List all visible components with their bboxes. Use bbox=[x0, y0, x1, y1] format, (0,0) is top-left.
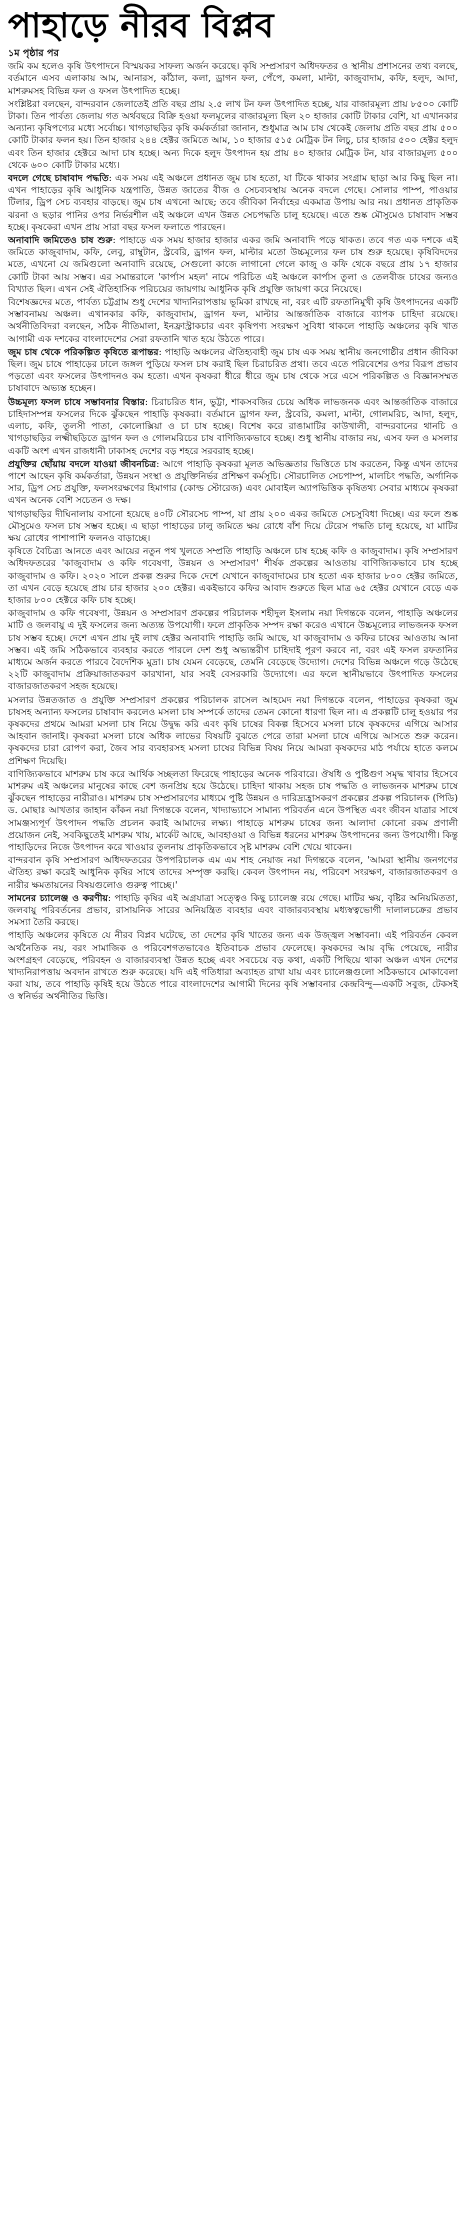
article-body bbox=[8, 48, 458, 1004]
paragraph-text: পাহাড়ি অঞ্চলের কৃষিতে যে নীরব বিপ্লব ঘটেছে, তা দেশের কৃষি খাতের জন্য এক উজ্জ্বল সম্ভাবনা। এই পরিবর্তন কেবল অর্থনৈতিক নয়, বরং সামাজিক ও পরিবেশগতভাবেও ইতিবাচক প্রভাব ফেলেছে। কৃষকদের আয় বৃদ্ধি পেয়েছে, নারীর অংশগ্রহণ বেড়েছে, পরিবহন ও বাজারব্যবস্থা উন্নত হচ্ছে এবং সবচেয়ে বড় কথা, একটি পিছিয়ে থাকা অঞ্চল এখন দেশের খাদ্যনিরাপত্তায় অবদান রাখতে শুরু করেছে। যদি এই গতিধারা অব্যাহত রাখা যায় এবং চ্যালেঞ্জগুলো সঠিকভাবে মোকাবেলা করা যায়, তবে পাহাড়ি কৃষিই হয়ে উঠতে পারে বাংলাদেশের আগামী দিনের কৃষি সম্ভাবনার কেন্দ্রবিন্দু—একটি সবুজ, টেকসই ও স্বনির্ভর অর্থনীতির ভিত্তি। bbox=[8, 930, 458, 1003]
paragraph-text: : চিরাচরিত ধান, ভুট্টা, শাকসবজির চেয়ে অধিক লাভজনক এবং আন্তর্জাতিক বাজারে চাহিদাসম্পন্ন ফসলের দিকে ঝুঁকছেন পাহাড়ি কৃষকরা। বর্তমানে ড্রাগন ফল, স্ট্রবেরি, কমলা, মাল্টা, গোলমরিচ, আদা, হলুদ, এলাচ, কফি, তুলসী পাতা, কোলোক্সিয়া ও চা চাষ হচ্ছে। বিশেষ করে রাঙামাটির কাউখালী, বান্দরবানের থানচি ও খাগড়াছড়ির লক্ষ্মীছড়িতে ড্রাগন ফল ও গোলমরিচের চাষ বাণিজ্যিকভাবে হচ্ছে। শুধু স্থানীয় বাজার নয়, এসব ফল ও মসলার একটি অংশ এখন রাজধানী ঢাকাসহ দেশের বড় শহরে সরবরাহ হচ্ছে। bbox=[8, 396, 458, 457]
paragraph-text: খাগড়াছড়ির দীঘিনালায় বসানো হয়েছে ৪০টি সৌরসেচ পাম্প, যা প্রায় ২০০ একর জমিতে সেচসুবিধা দিচ্ছে। এর ফলে শুষ্ক মৌসুমেও ফসল চাষ সম্ভব হচ্ছে। এ ছাড়া পাহাড়ের ঢালু জমিতে ক্ষয় রোধে বাঁশ দিয়ে টেরেস পদ্ধতি চালু হয়েছে, যা মাটির ক্ষয় রোধের পাশাপাশি ফলনও বাড়াচ্ছে। bbox=[8, 508, 458, 544]
paragraph bbox=[8, 769, 458, 854]
subheading: অনাবাদি জমিতেও চাষ শুরু bbox=[8, 235, 113, 247]
subheading: প্রযুক্তির ছোঁয়ায় বদলে যাওয়া জীবনচিত্র bbox=[8, 458, 157, 470]
paragraph bbox=[8, 173, 458, 234]
paragraph-text: : এক সময় এই অঞ্চলে প্রধানত জুম চাষ হতো, যা টিকে থাকার সংগ্রাম ছাড়া আর কিছু ছিল না। এখন পাহাড়ের কৃষি আধুনিক যন্ত্রপাতি, উন্নত জাতের বীজ ও সেচব্যবস্থায় অনেক বদলে গেছে। সোলার পাম্প, পাওয়ার টিলার, ড্রিপ সেচ ব্যবহার বাড়ছে। জুম চাষ এখনো আছে; তবে জীবিকা নির্বাহের একমাত্র উপায় আর নয়। প্রধানত প্রাকৃতিক ঝরনা ও ছড়ার পানির ওপর নির্ভরশীল এই অঞ্চলে এখন উন্নত সেচপদ্ধতি চালু হয়েছে। এতে শুষ্ক মৌসুমেও চাষাবাদ সম্ভব হচ্ছে। কৃষকেরা এখন প্রায় সারা বছর ফসল ফলাতে পারছেন। bbox=[8, 173, 458, 233]
paragraph bbox=[8, 397, 458, 458]
paragraph-text: : পাহাড়ি অঞ্চলের ঐতিহ্যবাহী জুম চাষ এক সময় স্থানীয় জনগোষ্ঠীর প্রধান জীবিকা ছিল। জুম চাষে পাহাড়ের ঢালে জঙ্গল পুড়িয়ে ফসল চাষ করাই ছিল চিরাচরিত প্রথা। তবে এতে পরিবেশের ওপর বিরূপ প্রভাব পড়তো এবং ফসলের উৎপাদনও কম হতো। এখন কৃষকরা ধীরে ধীরে জুম চাষ থেকে সরে এসে পরিকল্পিত ও বিজ্ঞানসম্মত চাষাবাদে অভ্যস্ত হচ্ছেন। bbox=[8, 346, 458, 395]
paragraph bbox=[8, 546, 458, 607]
paragraph-text: মসলার উন্নতজাত ও প্রযুক্তি সম্প্রসারণ প্রকল্পের পরিচালক রাসেল আহমেদ নয়া দিগন্তকে বলেন, পাহাড়ের কৃষকরা জুম চাষসহ অন্যান্য ফসলের চাষাবাদ করলেও মসলা চাষ সম্পর্কে তাদের তেমন কোনো ধারণা ছিল না। এ প্রকল্পটি চালু হওয়ার পর কৃষকদের প্রথমে আমরা মসলা চাষ নিয়ে উদ্বুদ্ধ করি এবং কৃষি চাষের বিকল্প হিসেবে মসলা চাষে কৃষকদের এগিয়ে আসার আহবান জানাই। কৃষকরা মসলা চাষে অধিক লাভের বিষয়টি বুঝতে পেরে তারা মসলা চাষে এগিয়ে আসতে শুরু করেন। কৃষকদের চারা রোপণ করা, জৈব সার ব্যবহারসহ মসলা চাষের বিভিন্ন বিষয় নিয়ে আমরা কৃষকদের মাঠ পর্যায়ে হাতে কলমে প্রশিক্ষণ দিয়েছি। bbox=[8, 694, 458, 767]
paragraph bbox=[8, 297, 458, 346]
paragraph bbox=[8, 61, 458, 98]
paragraph bbox=[8, 608, 458, 693]
continued-label: ১ম পৃষ্ঠার পর bbox=[8, 48, 59, 59]
paragraph-text: কাজুবাদাম ও কফি গবেষণা, উন্নয়ন ও সম্প্রসারণ প্রকল্পের পরিচালক শহীদুল ইসলাম নয়া দিগন্তকে বলেন, পাহাড়ি অঞ্চলের মাটি ও জলবায়ু এ দুই ফসলের জন্য অত্যন্ত উপযোগী। ফলে প্রাকৃতিক সম্পদ রক্ষা করেও এখানে উচ্চমূল্যের লাভজনক ফসল চাষ সম্ভব হচ্ছে। দেশে এখন প্রায় দুই লাখ হেক্টর অনাবাদি পাহাড়ি জমি আছে, যা কাজুবাদাম ও কফির চাষের আওতায় আনা সম্ভব। এই জমি সঠিকভাবে ব্যবহার করতে পারলে দেশ শুধু অভ্যন্তরীণ চাহিদাই পূরণ করবে না, বরং এই ফসল রফতানির মাধ্যমে অর্জন করতে পারবে বৈদেশিক মুদ্রা। চাষ যেমন বেড়েছে, তেমনি বেড়েছে উদ্যোগ। দেশের বিভিন্ন অঞ্চলে গড়ে উঠেছে ২২টি কাজুবাদাম প্রক্রিয়াজাতকরণ কারখানা, যার সবই বেসরকারি উদ্যোগে। এর ফলে স্থানীয়ভাবে উৎপাদিত ফসলের বাজারজাতকরণ সহজ হয়েছে। bbox=[8, 608, 458, 693]
paragraph-text: বান্দরবান কৃষি সম্প্রসারণ অধিদফতরের উপপরিচালক এম এম শাহ নেয়াজ নয়া দিগন্তকে বলেন, 'আমরা স্থানীয় জনগণের ঐতিহ্য রক্ষা করেই আধুনিক কৃষির সাথে তাদের সম্পৃক্ত করছি। কেবল উৎপাদন নয়, পরিবেশ সংরক্ষণ, বাজারজাতকরণ ও নারীর ক্ষমতায়নের বিষয়গুলোও গুরুত্ব পাচ্ছে।' bbox=[8, 855, 458, 891]
paragraph-list bbox=[8, 61, 458, 1003]
paragraph bbox=[8, 459, 458, 508]
subheading: বদলে গেছে চাষাবাদ পদ্ধতি bbox=[8, 173, 109, 185]
paragraph bbox=[8, 99, 458, 172]
paragraph-text: বাণিজ্যিকভাবে মাশরুম চাষ করে আর্থিক সচ্ছলতা ফিরেছে পাহাড়ের অনেক পরিবারে। ঔষধি ও পুষ্টিগুণ সমৃদ্ধ খাবার হিসেবে মাশরুম এই অঞ্চলের মানুষের কাছে বেশ জনপ্রিয় হয়ে উঠেছে। চাহিদা থাকায় সহজ চাষ পদ্ধতি ও লাভজনক মাশরুম চাষে ঝুঁকছেন পাহাড়ের নারীরাও। মাশরুম চাষ সম্প্রসারণের মাধ্যমে পুষ্টি উন্নয়ন ও দারিদ্র্যহ্রাসকরণ প্রকল্পের প্রকল্প পরিচালক (পিডি) ড. মোছাঃ আখতার জাহান কাঁকন নয়া দিগন্তকে বলেন, খাদ্যাভ্যাসে সামান্য পরিবর্তন এনে উপস্থিত এবং জীবন যাত্রার সাথে সামঞ্জস্যপূর্ণ উৎপাদন পদ্ধতি প্রচলন করাই আমাদের লক্ষ্য। পাহাড়ে মাশরুম চাষের জন্য আলাদা কোনো রকম প্রণালী প্রয়োজন নেই, সবকিছুতেই মাশরুম খায়, মার্কেট আছে, আবহাওয়া ও বিভিন্ন ধরনের মাশরুম উৎপাদনের জন্য উপযোগী। কিন্তু পাহাড়িদের নিজে উৎপাদন করে খাওয়ার তুলনায় প্রাকৃতিকভাবে সৃষ্ট মাশরুম বেশি খেয়ে থাকেন। bbox=[8, 768, 458, 853]
paragraph-text: সংশ্লিষ্টরা বলছেন, বান্দরবান জেলাতেই প্রতি বছর প্রায় ২.৫ লাখ টন ফল উৎপাদিত হচ্ছে, যার বাজারমূল্য প্রায় ৮৫০০ কোটি টাকা। তিন পার্বত্য জেলায় গত অর্থবছরে বিক্রি হওয়া ফলমূলের বাজারমূল্য ছিল ২০ হাজার কোটি টাকার বেশি, যা এখানকার অন্যান্য কৃষিপণ্যের মধ্যে সর্বোচ্চ। খাগড়াছড়ির কৃষি কর্মকর্তারা জানান, শুধুমাত্র আম চাষ থেকেই জেলায় প্রতি বছর প্রায় ৫০০ কোটি টাকার ফলন হয়। তিন হাজার ২৪৪ হেক্টর জমিতে আম, ১০ হাজার ৫১৫ মেট্রিক টন লিচু, চার হাজার ৫০০ হেক্টর হলুদ এবং তিন হাজার হেক্টরে আদা চাষ হচ্ছে। অন্য দিকে হলুদ উৎপাদন হয় প্রায় ৪০ হাজার মেট্রিক টন, যার বাজারমূল্য ৫০০ থেকে ৬০০ কোটি টাকার মধ্যে। bbox=[8, 98, 458, 171]
paragraph-text: : পাহাড়ি কৃষির এই অগ্রযাত্রা সত্ত্বেও কিছু চ্যালেঞ্জ রয়ে গেছে। মাটির ক্ষয়, বৃষ্টির অনিয়মিততা, জলবায়ু পরিবর্তনের প্রভাব, রাসায়নিক সারের অনিয়ন্ত্রিত ব্যবহার এবং বাজারব্যবস্থায় মধ্যস্বত্বভোগী দালালচক্রের প্রভাব সমস্যা তৈরি করছে। bbox=[8, 892, 458, 929]
subheading: সামনের চ্যালেঞ্জ ও করণীয় bbox=[8, 892, 108, 904]
paragraph bbox=[8, 855, 458, 892]
paragraph bbox=[8, 893, 458, 930]
paragraph-text: : পাহাড়ে এক সময় হাজার হাজার একর জমি অনাবাদি পড়ে থাকত। তবে গত এক দশকে এই জমিতে কাজুবাদাম, কফি, লেবু, রাম্বুটান, স্ট্রবেরি, ড্রাগন ফল, মাল্টার মতো উচ্চমূল্যের ফল চাষ শুরু হয়েছে। কৃষিবিদদের মতে, এখনো যে জমিগুলো অনাবাদি রয়েছে, সেগুলো কাজে লাগানো গেলে কাজু ও কফি থেকে বছরে প্রায় ১৭ হাজার কোটি টাকা আয় সম্ভব। এর সমান্তরালে 'কার্পাস মহল' নামে পরিচিত এই অঞ্চলে কার্পাস তুলা ও তেলবীজ চাষের জন্যও বিখ্যাত ছিল। এখন সেই ঐতিহাসিক পরিচয়ের জায়গায় আধুনিক কৃষি প্রযুক্তি জায়গা করে নিয়েছে। bbox=[8, 235, 458, 295]
paragraph bbox=[8, 235, 458, 296]
paragraph-text: কৃষিতে বৈচিত্র্য আনতে এবং আয়ের নতুন পথ খুলতে সম্প্রতি পাহাড়ি অঞ্চলে চাষ হচ্ছে কফি ও কাজুবাদাম। কৃষি সম্প্রসারণ অধিদফতরের 'কাজুবাদাম ও কফি গবেষণা, উন্নয়ন ও সম্প্রসারণ' শীর্ষক প্রকল্পের আওতায় বাণিজ্যিকভাবে চাষ হচ্ছে কাজুবাদাম ও কফি। ২০২০ সালে প্রকল্প শুরুর দিকে দেশে যেখানে কাজুবাদামের চাষ হতো এক হাজার ৮০০ হেক্টর জমিতে, তা এখন বেড়ে হয়েছে প্রায় চার হাজার ২০০ হেক্টর। একইভাবে কফির আবাদ শুরুতে ছিল মাত্র ৬৫ হেক্টর যেখানে বেড়ে এক হাজার ৮০০ হেক্টরে কফি চাষ হচ্ছে। bbox=[8, 546, 458, 606]
headline: পাহাড়ে নীরব বিপ্লব bbox=[8, 6, 275, 46]
paragraph-text: জমি কম হলেও কৃষি উৎপাদনে বিস্ময়কর সাফল্য অর্জন করেছে। কৃষি সম্প্রসারণ অধিদফতর ও স্থানীয় প্রশাসনের তথ্য বলছে, বর্তমানে এসব এলাকায় আম, আনারস, কাঁঠাল, কলা, ড্রাগন ফল, পেঁপে, কমলা, মাল্টা, কাজুবাদাম, কফি, হলুদ, আদা, মাশরুমসহ বিভিন্ন ফল ও ফসল উৎপাদিত হচ্ছে। bbox=[8, 61, 458, 97]
paragraph bbox=[8, 695, 458, 768]
paragraph-text: : আগে পাহাড়ি কৃষকরা মূলত অভিজ্ঞতার ভিত্তিতে চাষ করতেন, কিন্তু এখন তাদের পাশে আছেন কৃষি কর্মকর্তারা, উন্নয়ন সংস্থা ও প্রযুক্তিনির্ভর প্রশিক্ষণ কর্মসূচি। সৌরচালিত সেচপাম্প, মালচিং পদ্ধতি, অর্গানিক সার, ড্রিপ সেচ প্রযুক্তি, ফলসংরক্ষণের হিমাগার (কোল্ড স্টোরেজ) এবং মোবাইল অ্যাপভিত্তিক কৃষিতথ্য সেবার মাধ্যমে কৃষকরা এখন অনেক বেশি সচেতন ও দক্ষ। bbox=[8, 458, 458, 507]
subheading: উচ্চমূল্য ফসল চাষে সম্ভাবনার বিস্তার bbox=[8, 396, 145, 408]
paragraph bbox=[8, 347, 458, 396]
paragraph bbox=[8, 930, 458, 1003]
paragraph-text: বিশেষজ্ঞদের মতে, পার্বত্য চট্টগ্রাম শুধু দেশের খাদ্যনিরাপত্তায় ভূমিকা রাখছে না, বরং এটি রফতানিমুখী কৃষি উৎপাদনের একটি সম্ভাবনাময় অঞ্চল। এখানকার কফি, কাজুবাদাম, ড্রাগন ফল, মাল্টার আন্তর্জাতিক বাজারে ব্যাপক চাহিদা রয়েছে। অর্থনীতিবিদরা বলছেন, সঠিক নীতিমালা, ইনফ্রাস্ট্রাকচার এবং কৃষিপণ্য সংরক্ষণ সুবিধা থাকলে পাহাড়ি অঞ্চলের কৃষি খাত আগামী এক দশকের বাংলাদেশের সেরা রফতানি খাত হয়ে উঠতে পারে। bbox=[8, 297, 458, 345]
paragraph bbox=[8, 509, 458, 546]
subheading: জুম চাষ থেকে পরিকল্পিত কৃষিতে রূপান্তর bbox=[8, 346, 159, 358]
